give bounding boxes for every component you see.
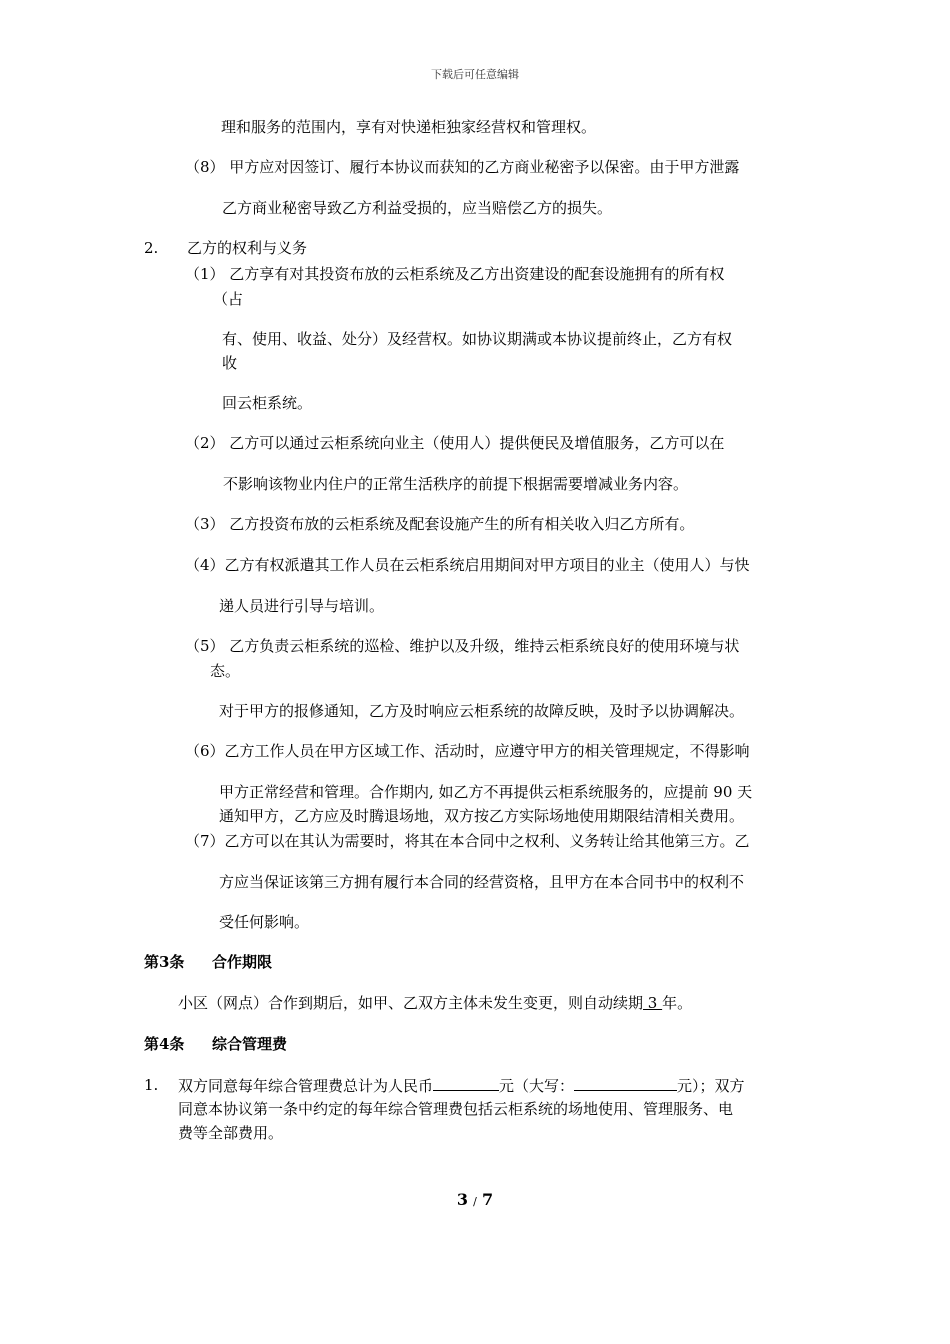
clause-5-line-3: 对于甲方的报修通知，乙方及时响应云柜系统的故障反映，及时予以协调解决。 bbox=[219, 702, 745, 720]
paragraph-line: 理和服务的范围内，享有对快递柜独家经营权和管理权。 bbox=[221, 118, 597, 136]
article-4-number: 第4条 bbox=[144, 1035, 185, 1053]
clause-4-line-1: （4）乙方有权派遣其工作人员在云柜系统启用期间对甲方项目的业主（使用人）与快 bbox=[185, 556, 750, 574]
clause-1-line-1: （1） 乙方享有对其投资布放的云柜系统及乙方出资建设的配套设施拥有的所有权 bbox=[185, 265, 725, 283]
clause-2-line-1: （2） 乙方可以通过云柜系统向业主（使用人）提供便民及增值服务，乙方可以在 bbox=[185, 434, 725, 452]
page-number bbox=[0, 1190, 950, 1209]
clause-1-line-4: 收 bbox=[222, 354, 238, 372]
total-pages: 7 bbox=[481, 1190, 494, 1209]
clause-7-line-2: 方应当保证该第三方拥有履行本合同的经营资格，且甲方在本合同书中的权利不 bbox=[219, 873, 745, 891]
clause-1-line-5: 回云柜系统。 bbox=[222, 394, 313, 412]
section-2-title: 乙方的权利与义务 bbox=[187, 239, 308, 257]
fee-line-end: 元）；双方 bbox=[677, 1077, 745, 1095]
clause-1-line-3: 有、使用、收益、处分）及经营权。如协议期满或本协议提前终止，乙方有权 bbox=[222, 330, 733, 348]
section-2-number: 2. bbox=[144, 239, 159, 257]
current-page: 3 bbox=[456, 1190, 469, 1209]
fee-capital-label: 元（大写： bbox=[499, 1077, 575, 1095]
article-3-number: 第3条 bbox=[144, 953, 185, 971]
fee-amount-blank[interactable] bbox=[433, 1074, 499, 1091]
clause-1-line-2: （占 bbox=[213, 290, 244, 308]
clause-6-line-1: （6）乙方工作人员在甲方区域工作、活动时，应遵守甲方的相关管理规定，不得影响 bbox=[185, 742, 750, 760]
clause-6-line-2: 甲方正常经营和管理。合作期内, 如乙方不再提供云柜系统服务的，应提前 90 天 bbox=[219, 783, 753, 801]
article-4-title: 综合管理费 bbox=[212, 1035, 288, 1053]
fee-item-number: 1. bbox=[144, 1076, 159, 1094]
clause-2-line-2: 不影响该物业内住户的正常生活秩序的前提下根据需要增减业务内容。 bbox=[223, 475, 689, 493]
clause-5-line-1: （5） 乙方负责云柜系统的巡检、维护以及升级，维持云柜系统良好的使用环境与状 bbox=[185, 637, 740, 655]
clause-5-line-2: 态。 bbox=[210, 662, 241, 680]
clause-6-line-3: 通知甲方，乙方应及时腾退场地，双方按乙方实际场地使用期限结清相关费用。 bbox=[219, 807, 745, 825]
fee-line-3: 费等全部费用。 bbox=[178, 1124, 284, 1142]
page-header: 下载后可任意编辑 bbox=[431, 68, 519, 81]
clause-8-line-1: （8） 甲方应对因签订、履行本协议而获知的乙方商业秘密予以保密。由于甲方泄露 bbox=[185, 158, 740, 176]
fee-line-1 bbox=[178, 1074, 745, 1097]
renewal-years: 3 bbox=[643, 994, 663, 1012]
renewal-unit: 年。 bbox=[662, 994, 693, 1012]
fee-line-2: 同意本协议第一条中约定的每年综合管理费包括云柜系统的场地使用、管理服务、电 bbox=[178, 1100, 734, 1118]
fee-amount-label: 双方同意每年综合管理费总计为人民币 bbox=[178, 1077, 434, 1095]
clause-3-line: （3） 乙方投资布放的云柜系统及配套设施产生的所有相关收入归乙方所有。 bbox=[185, 515, 695, 533]
article-3-title: 合作期限 bbox=[212, 953, 273, 971]
clause-7-line-1: （7）乙方可以在其认为需要时，将其在本合同中之权利、义务转让给其他第三方。乙 bbox=[185, 832, 750, 850]
page-separator: / bbox=[473, 1195, 477, 1208]
fee-capital-blank[interactable] bbox=[574, 1074, 677, 1091]
clause-8-line-2: 乙方商业秘密导致乙方利益受损的，应当赔偿乙方的损失。 bbox=[222, 199, 613, 217]
clause-4-line-2: 递人员进行引导与培训。 bbox=[219, 597, 385, 615]
renewal-text: 小区（网点）合作到期后，如甲、乙双方主体未发生变更，则自动续期 bbox=[178, 994, 644, 1012]
article-3-body bbox=[178, 992, 692, 1014]
clause-7-line-3: 受任何影响。 bbox=[219, 913, 310, 931]
